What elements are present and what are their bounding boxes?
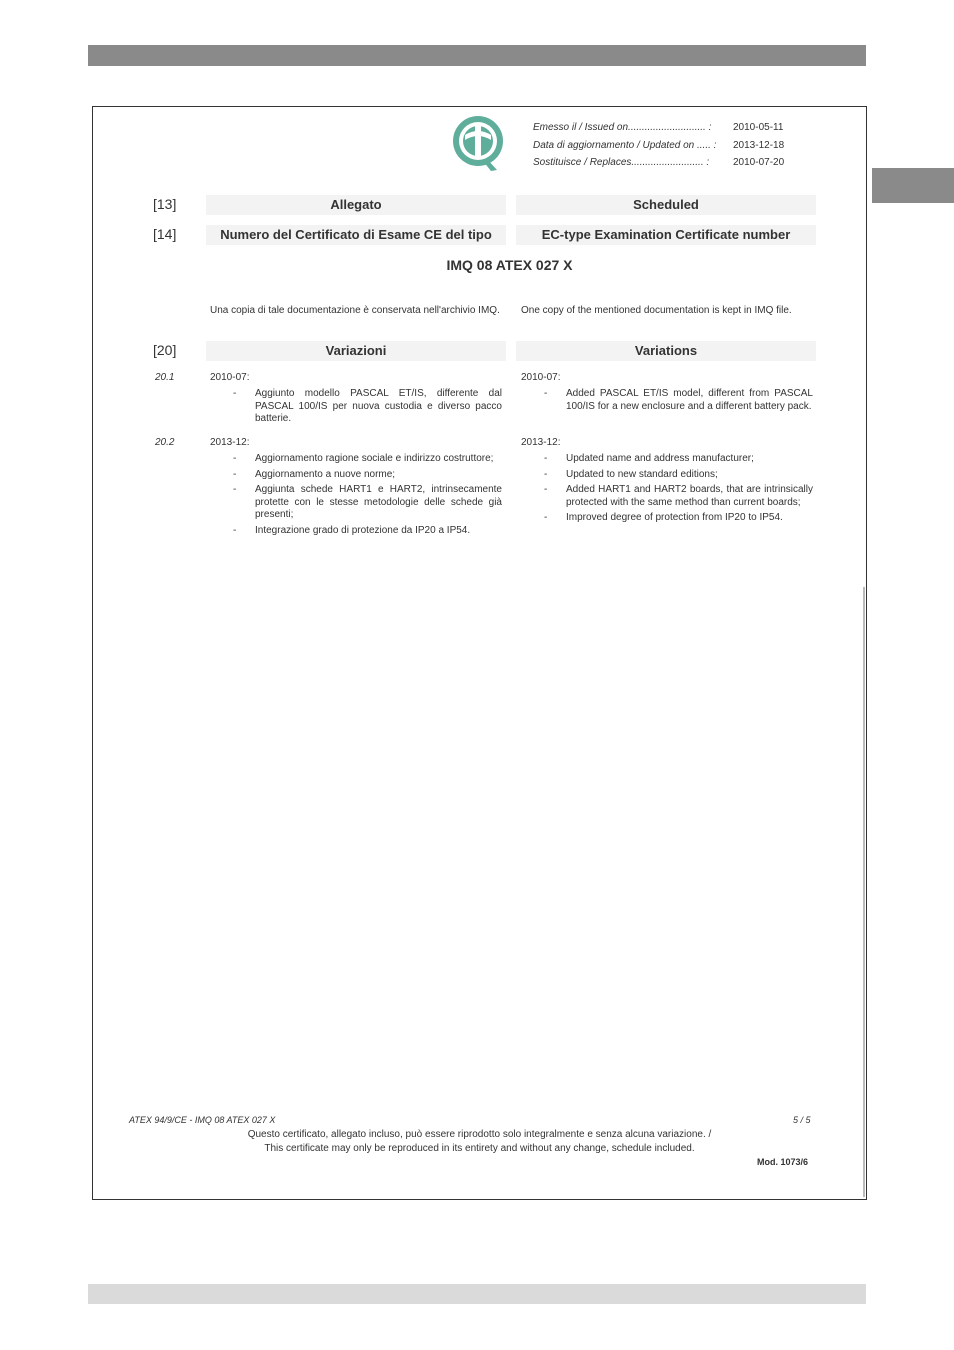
dash-bullet: - xyxy=(544,468,548,480)
list-item-text: Aggiunto modello PASCAL ET/IS, differente dal PASCAL 100/IS per nuova custodia e diverso pacco batterie. xyxy=(255,388,502,424)
list-item xyxy=(521,512,813,525)
list-item xyxy=(521,453,813,466)
variation-20-1-date-en: 2010-07: xyxy=(521,372,561,383)
list-item xyxy=(521,484,813,509)
section-13-title-it: Allegato xyxy=(206,195,506,215)
dash-bullet: - xyxy=(544,484,548,495)
list-item-text: Updated to new standard editions; xyxy=(566,468,718,480)
copy-note-en: One copy of the mentioned documentation is kept in IMQ file. xyxy=(521,305,792,316)
variation-20-1-list-en xyxy=(521,388,813,416)
section-14-number: [14] xyxy=(153,226,177,242)
replaces-value: 2010-07-20 xyxy=(733,157,785,168)
updated-on-label: Data di aggiornamento / Updated on ..... : xyxy=(533,139,717,151)
updated-on-row xyxy=(533,137,784,155)
variation-20-2-list-it xyxy=(210,453,502,540)
list-item-text: Aggiornamento a nuove norme; xyxy=(255,468,396,480)
footer-page-number: 5 / 5 xyxy=(793,1115,811,1125)
issued-on-label: Emesso il / Issued on............................ : xyxy=(533,122,712,133)
dash-bullet: - xyxy=(233,524,237,536)
list-item xyxy=(210,453,502,466)
section-13-number: [13] xyxy=(153,196,177,212)
section-14-title-it: Numero del Certificato di Esame CE del tipo xyxy=(206,225,506,245)
copy-note-it: Una copia di tale documentazione è conservata nell'archivio IMQ. xyxy=(210,305,500,316)
dash-bullet: - xyxy=(233,388,237,399)
dash-bullet: - xyxy=(544,453,548,464)
dash-bullet: - xyxy=(544,512,548,523)
certificate-number: IMQ 08 ATEX 027 X xyxy=(446,257,573,273)
list-item-text: Added PASCAL ET/IS model, different from PASCAL 100/IS for a new enclosure and a different battery pack. xyxy=(566,388,813,412)
list-item-text: Improved degree of protection from IP20 to IP54. xyxy=(566,512,783,523)
list-item-text: Aggiornamento ragione sociale e indirizzo costruttore; xyxy=(255,453,494,464)
updated-on-value: 2013-12-18 xyxy=(733,139,785,151)
variation-20-1-list-it xyxy=(210,388,502,429)
page-edge-shadow xyxy=(863,587,865,1197)
list-item xyxy=(521,469,813,482)
variation-20-2-id: 20.2 xyxy=(155,437,175,448)
section-20-number: [20] xyxy=(153,342,177,358)
certificate-page xyxy=(92,106,867,1200)
footer-reference: ATEX 94/9/CE - IMQ 08 ATEX 027 X xyxy=(129,1115,276,1125)
side-tab-marker xyxy=(872,168,954,203)
dash-bullet: - xyxy=(233,468,237,480)
variation-20-2-date-it: 2013-12: xyxy=(210,437,250,448)
dash-bullet: - xyxy=(233,453,237,464)
imq-logo-icon xyxy=(451,113,509,173)
footer-model-code: Mod. 1073/6 xyxy=(757,1157,809,1167)
footer-reproduction-note xyxy=(93,1128,866,1156)
list-item xyxy=(210,525,502,538)
list-item xyxy=(210,469,502,482)
replaces-label: Sostituisce / Replaces.......................... : xyxy=(533,157,710,168)
list-item-text: Integrazione grado di protezione da IP20 a IP54. xyxy=(255,524,471,536)
variation-20-1-date-it: 2010-07: xyxy=(210,372,250,383)
issued-on-row xyxy=(533,119,784,137)
dash-bullet: - xyxy=(233,484,237,495)
variation-20-2-list-en xyxy=(521,453,813,528)
footer-note-it: Questo certificato, allegato incluso, può essere riprodotto solo integralmente e senza alcuna variazione. / xyxy=(247,1129,712,1140)
section-20-title-it: Variazioni xyxy=(206,341,506,361)
issued-on-value: 2010-05-11 xyxy=(733,122,784,133)
variation-20-2-date-en: 2013-12: xyxy=(521,437,561,448)
section-20-title-en: Variations xyxy=(516,341,816,361)
section-14-title-en: EC-type Examination Certificate number xyxy=(516,225,816,245)
list-item xyxy=(210,484,502,522)
list-item xyxy=(210,388,502,426)
list-item-text: Updated name and address manufacturer; xyxy=(566,453,754,464)
section-13-title-en: Scheduled xyxy=(516,195,816,215)
variation-20-1-id: 20.1 xyxy=(155,372,175,383)
list-item-text: Added HART1 and HART2 boards, that are intrinsically protected with the same method than current boards; xyxy=(566,484,813,508)
dash-bullet: - xyxy=(544,388,548,399)
bottom-gray-bar xyxy=(88,1284,866,1304)
list-item xyxy=(521,388,813,413)
top-gray-bar xyxy=(88,45,866,66)
list-item-text: Aggiunta schede HART1 e HART2, intrinsecamente protette con le stesse metodologie delle schede già presenti; xyxy=(255,484,502,520)
footer-note-en: This certificate may only be reproduced in its entirety and without any change, schedule included. xyxy=(264,1143,695,1154)
replaces-row xyxy=(533,154,784,172)
issue-dates-table xyxy=(533,119,784,172)
